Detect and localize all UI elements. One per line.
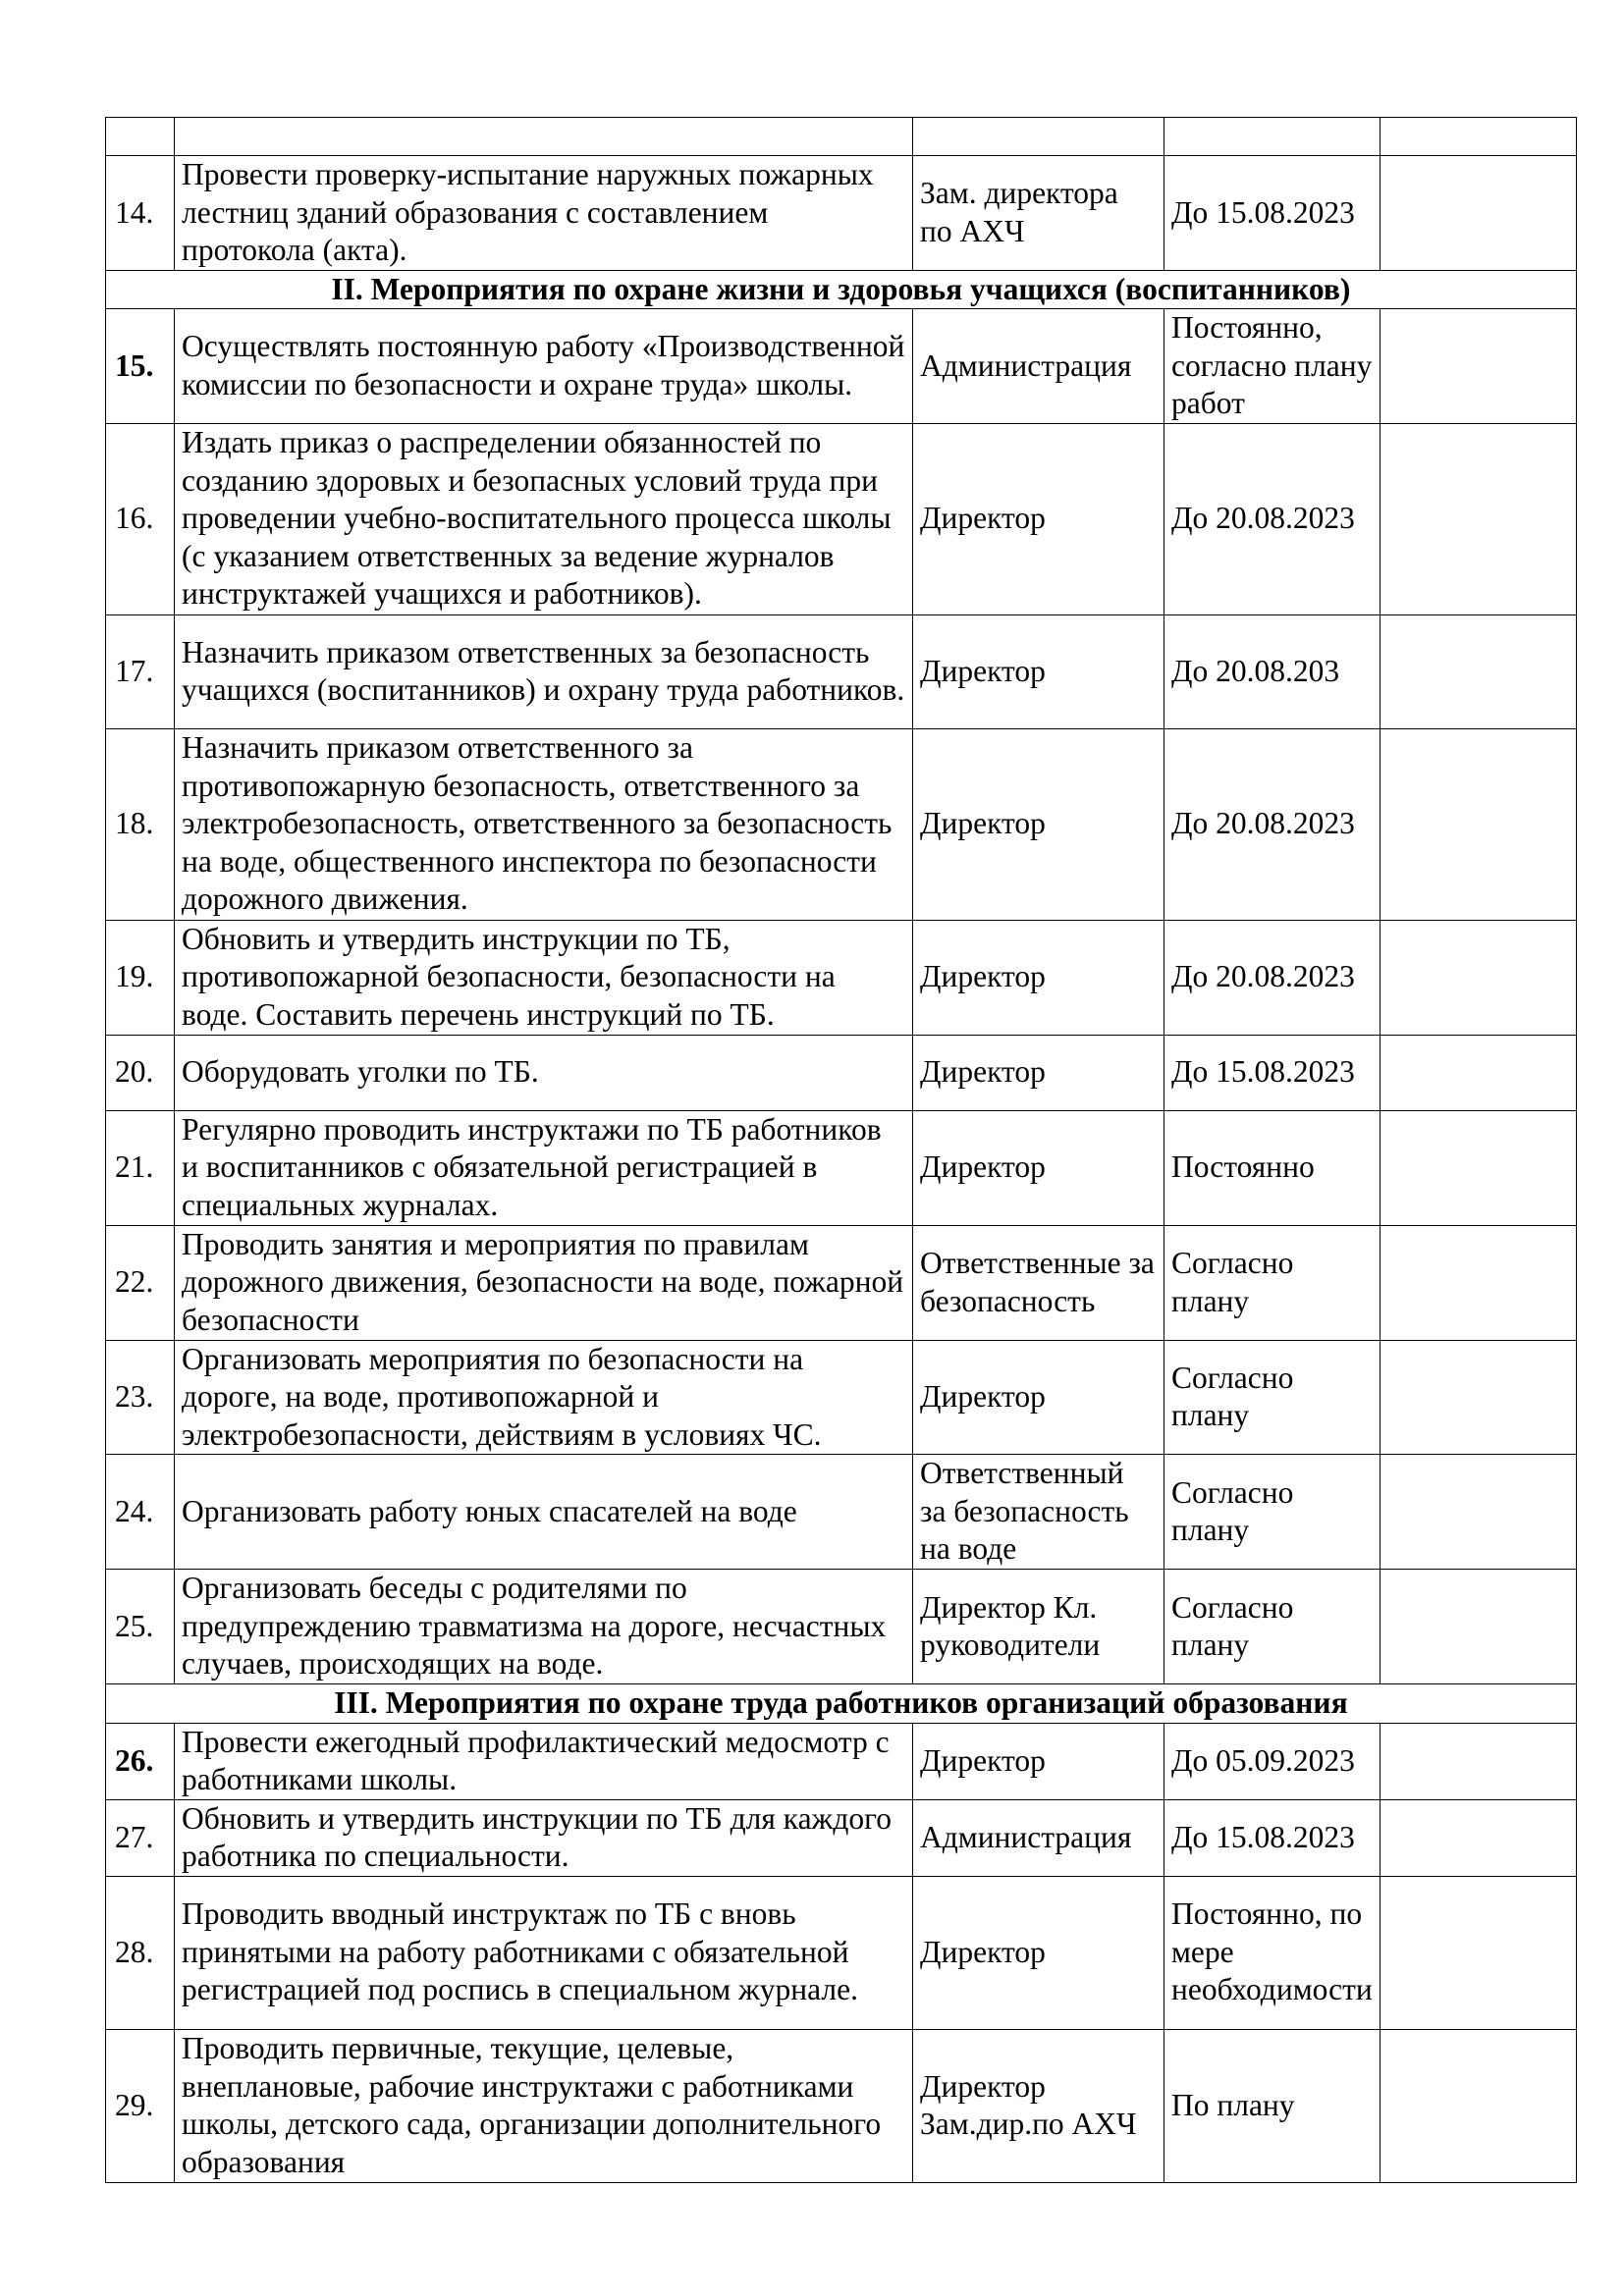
table-row (106, 309, 1577, 424)
item-deadline: До 05.09.2023 (1164, 1723, 1380, 1799)
table-row (106, 423, 1577, 614)
table-row (106, 1225, 1577, 1340)
item-note (1380, 1340, 1576, 1455)
item-deadline: До 15.08.2023 (1164, 1035, 1380, 1110)
item-measure-text: Организовать беседы с родителями по предупреждению травматизма на дороге, несчастных случаев, происходящих на воде. (175, 1570, 913, 1684)
item-responsible: Ответственные за безопасность (913, 1225, 1164, 1340)
item-responsible: Зам. директора по АХЧ (913, 156, 1164, 271)
table-row (106, 614, 1577, 728)
item-deadline: До 20.08.203 (1164, 614, 1380, 728)
section-header-row (106, 270, 1577, 309)
item-deadline: По плану (1164, 2029, 1380, 2182)
table-row (106, 1035, 1577, 1110)
item-deadline: Согласно плану (1164, 1455, 1380, 1570)
item-note (1380, 156, 1576, 271)
item-number: 29. (106, 2029, 175, 2182)
item-responsible: Директор (913, 1723, 1164, 1799)
item-number: 22. (106, 1225, 175, 1340)
item-note (1380, 614, 1576, 728)
item-note (1380, 1723, 1576, 1799)
table-row (106, 1570, 1577, 1684)
table-row (106, 1340, 1577, 1455)
item-responsible (913, 118, 1164, 156)
item-note (1380, 118, 1576, 156)
item-responsible: Администрация (913, 309, 1164, 424)
measures-table-body (106, 118, 1577, 2183)
item-number: 15. (106, 309, 175, 424)
item-measure-text: Обновить и утвердить инструкции по ТБ, противопожарной безопасности, безопасности на воде. Составить перечень инструкций по ТБ. (175, 920, 913, 1035)
section-header-row (106, 1684, 1577, 1724)
item-note (1380, 1799, 1576, 1876)
item-note (1380, 1570, 1576, 1684)
item-responsible: Директор (913, 1110, 1164, 1225)
item-responsible: Директор Кл. руководители (913, 1570, 1164, 1684)
item-measure-text: Назначить приказом ответственных за безопасность учащихся (воспитанников) и охрану труда работников. (175, 614, 913, 728)
item-deadline: Согласно плану (1164, 1225, 1380, 1340)
section-title: III. Мероприятия по охране труда работников организаций образования (106, 1684, 1577, 1724)
item-deadline (1164, 118, 1380, 156)
item-note (1380, 2029, 1576, 2182)
table-row (106, 156, 1577, 271)
item-responsible: Директор (913, 614, 1164, 728)
item-measure-text: Организовать мероприятия по безопасности на дороге, на воде, противопожарной и электробезопасности, действиям в условиях ЧС. (175, 1340, 913, 1455)
measures-table (105, 117, 1577, 2183)
item-number: 14. (106, 156, 175, 271)
table-row (106, 1110, 1577, 1225)
item-number (106, 118, 175, 156)
item-number: 17. (106, 614, 175, 728)
item-note (1380, 423, 1576, 614)
item-note (1380, 1110, 1576, 1225)
item-measure-text: Проводить первичные, текущие, целевые, внеплановые, рабочие инструктажи с работниками школы, детского сада, организации дополнительного образования (175, 2029, 913, 2182)
item-deadline: До 15.08.2023 (1164, 1799, 1380, 1876)
item-deadline: Постоянно, согласно плану работ (1164, 309, 1380, 424)
item-responsible: Директор Зам.дир.по АХЧ (913, 2029, 1164, 2182)
item-note (1380, 1035, 1576, 1110)
item-number: 19. (106, 920, 175, 1035)
item-measure-text: Обновить и утвердить инструкции по ТБ для каждого работника по специальности. (175, 1799, 913, 1876)
table-row (106, 1876, 1577, 2029)
item-responsible: Директор (913, 728, 1164, 920)
item-deadline: Согласно плану (1164, 1340, 1380, 1455)
item-deadline: До 20.08.2023 (1164, 728, 1380, 920)
table-row (106, 118, 1577, 156)
section-title: II. Мероприятия по охране жизни и здоровья учащихся (воспитанников) (106, 270, 1577, 309)
item-measure-text: Проводить занятия и мероприятия по правилам дорожного движения, безопасности на воде, пожарной безопасности (175, 1225, 913, 1340)
item-responsible: Директор (913, 1035, 1164, 1110)
item-note (1380, 1225, 1576, 1340)
table-row (106, 1455, 1577, 1570)
item-deadline: Постоянно (1164, 1110, 1380, 1225)
item-number: 21. (106, 1110, 175, 1225)
item-number: 27. (106, 1799, 175, 1876)
item-responsible: Директор (913, 1340, 1164, 1455)
item-note (1380, 309, 1576, 424)
item-responsible: Администрация (913, 1799, 1164, 1876)
item-note (1380, 728, 1576, 920)
item-measure-text: Назначить приказом ответственного за противопожарную безопасность, ответственного за электробезопасность, ответственного за безопасность на воде, общественного инспектора по безопасности дорожного движения. (175, 728, 913, 920)
item-deadline: До 20.08.2023 (1164, 920, 1380, 1035)
item-measure-text: Проводить вводный инструктаж по ТБ с вновь принятыми на работу работниками с обязательной регистрацией под роспись в специальном журнале. (175, 1876, 913, 2029)
table-row (106, 728, 1577, 920)
item-note (1380, 1876, 1576, 2029)
item-number: 20. (106, 1035, 175, 1110)
table-row (106, 2029, 1577, 2182)
item-responsible: Ответственный за безопасность на воде (913, 1455, 1164, 1570)
item-measure-text: Организовать работу юных спасателей на воде (175, 1455, 913, 1570)
item-number: 26. (106, 1723, 175, 1799)
item-responsible: Директор (913, 423, 1164, 614)
item-number: 16. (106, 423, 175, 614)
item-measure-text: Провести ежегодный профилактический медосмотр с работниками школы. (175, 1723, 913, 1799)
item-measure-text: Провести проверку-испытание наружных пожарных лестниц зданий образования с составлением протокола (акта). (175, 156, 913, 271)
item-number: 25. (106, 1570, 175, 1684)
table-row (106, 1799, 1577, 1876)
item-deadline: Согласно плану (1164, 1570, 1380, 1684)
item-note (1380, 1455, 1576, 1570)
item-number: 18. (106, 728, 175, 920)
item-measure-text: Оборудовать уголки по ТБ. (175, 1035, 913, 1110)
item-number: 23. (106, 1340, 175, 1455)
item-measure-text (175, 118, 913, 156)
item-deadline: До 20.08.2023 (1164, 423, 1380, 614)
item-responsible: Директор (913, 920, 1164, 1035)
item-responsible: Директор (913, 1876, 1164, 2029)
table-row (106, 1723, 1577, 1799)
item-measure-text: Регулярно проводить инструктажи по ТБ работников и воспитанников с обязательной регистрацией в специальных журналах. (175, 1110, 913, 1225)
item-deadline: До 15.08.2023 (1164, 156, 1380, 271)
item-measure-text: Издать приказ о распределении обязанностей по созданию здоровых и безопасных условий труда при проведении учебно-воспитательного процесса школы (с указанием ответственных за ведение журналов инструктажей учащихся и работников). (175, 423, 913, 614)
item-note (1380, 920, 1576, 1035)
item-measure-text: Осуществлять постоянную работу «Производственной комиссии по безопасности и охране труда» школы. (175, 309, 913, 424)
item-deadline: Постоянно, по мере необходимости (1164, 1876, 1380, 2029)
item-number: 28. (106, 1876, 175, 2029)
table-row (106, 920, 1577, 1035)
item-number: 24. (106, 1455, 175, 1570)
